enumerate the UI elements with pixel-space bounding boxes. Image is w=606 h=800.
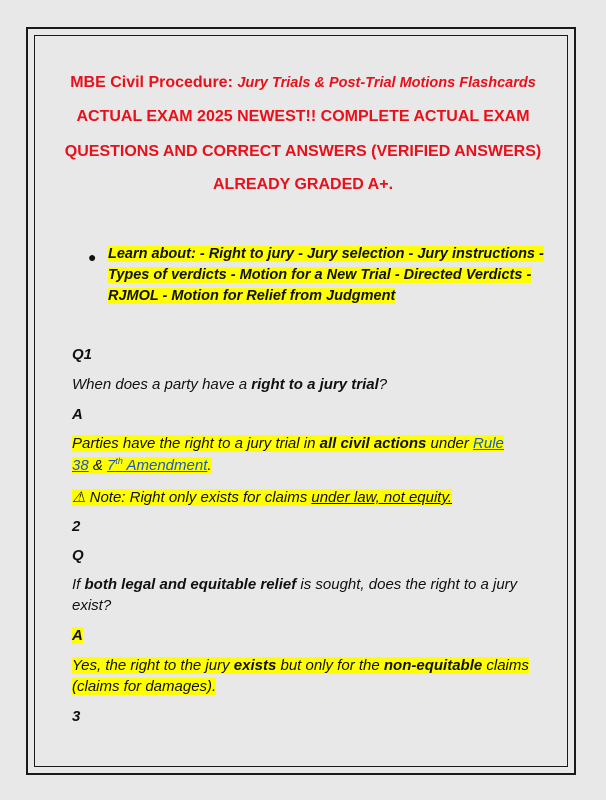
- card2-answer-label: A: [72, 627, 83, 644]
- warning-icon: ⚠: [72, 489, 86, 506]
- card2-answer-line1: Yes, the right to the jury exists but only for the non-equitable claims: [72, 657, 529, 674]
- doc-title-line4: ALREADY GRADED A+.: [212, 176, 394, 193]
- seventh-amendment-link[interactable]: 7th Amendment: [107, 456, 208, 474]
- doc-title-line3: QUESTIONS AND CORRECT ANSWERS (VERIFIED ANSWERS): [64, 143, 542, 160]
- title-prefix: MBE Civil Procedure:: [70, 74, 233, 91]
- card2-question-line2: exist?: [72, 597, 112, 614]
- card2-number: 2: [72, 518, 81, 535]
- card2-question-label: Q: [72, 547, 84, 564]
- bullet-line3: RJMOL - Motion for Relief from Judgment: [108, 288, 396, 304]
- card1-answer-label: A: [72, 406, 83, 423]
- card3-number: 3: [72, 708, 81, 725]
- rule-38-link[interactable]: Rule: [473, 435, 504, 452]
- card2-answer-line2: (claims for damages).: [72, 678, 217, 695]
- card2-question-line1: If both legal and equitable relief is sought, does the right to a jury: [72, 576, 518, 593]
- title-subtitle: Jury Trials & Post-Trial Motions Flashcards: [237, 75, 536, 91]
- doc-title-line2: ACTUAL EXAM 2025 NEWEST!! COMPLETE ACTUAL EXAM: [76, 108, 530, 125]
- bullet-line1: Learn about: - Right to jury - Jury selection - Jury instructions -: [108, 246, 544, 262]
- doc-title-line1: [0, 74, 606, 92]
- bullet-dot-icon: ●: [88, 249, 97, 265]
- bullet-line2: Types of verdicts - Motion for a New Trial - Directed Verdicts -: [108, 267, 532, 283]
- card1-question: When does a party have a right to a jury trial?: [72, 376, 388, 393]
- card1-note: ⚠ Note: Right only exists for claims under law, not equity.: [72, 489, 453, 506]
- card1-answer-line2: 38 & 7th Amendment.: [72, 456, 212, 474]
- rule-38-link-cont[interactable]: 38: [72, 457, 89, 474]
- card1-question-label: Q1: [72, 346, 93, 363]
- card1-answer-line1: Parties have the right to a jury trial in all civil actions under Rule: [72, 435, 504, 452]
